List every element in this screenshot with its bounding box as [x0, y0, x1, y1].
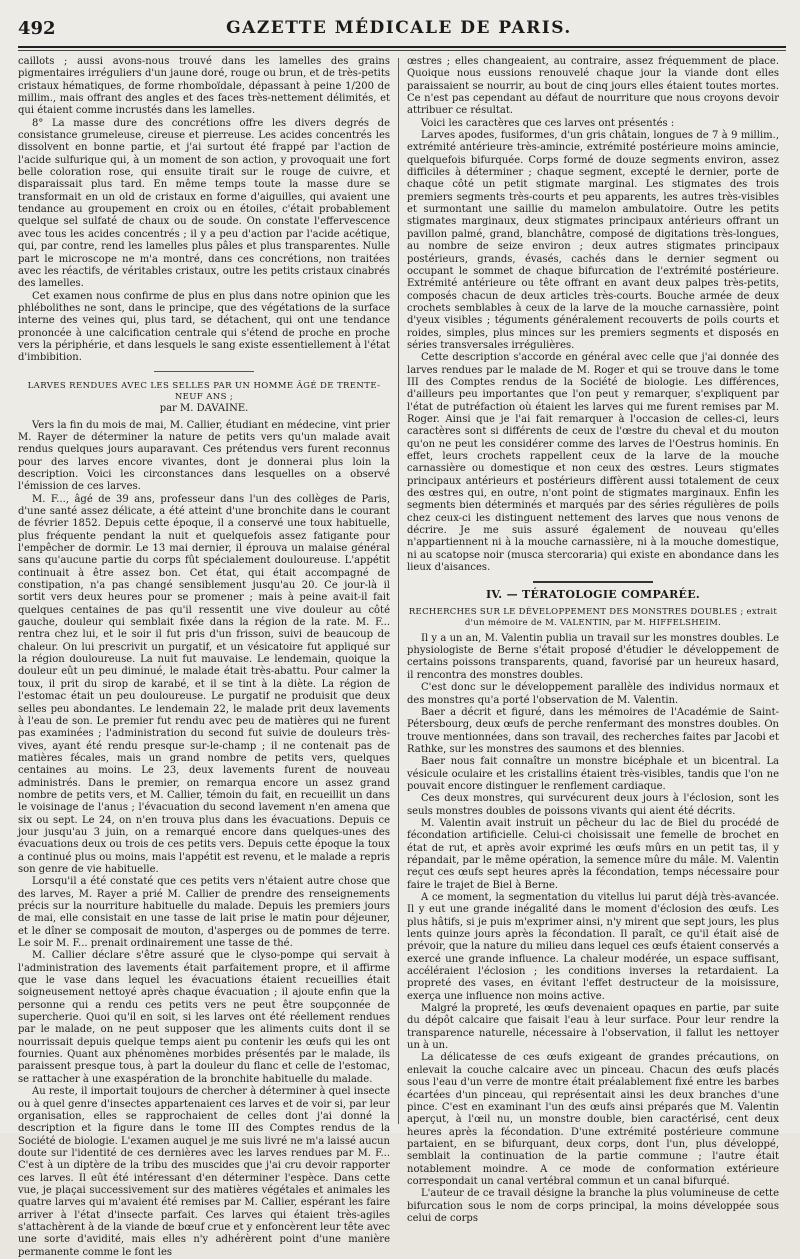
right-column: [399, 56, 779, 1224]
paragraph: Baer a décrit et figuré, dans les mémoires de l'Académie de Saint-Pétersbourg, deux œufs de perche renfermant des monstres doubles. On trouve mentionnées, dans son travail, des recherches faites par Jacobi et Rathke, sur les monstres des saumons et des blennies.: [407, 706, 779, 755]
page-number: 492: [18, 18, 56, 39]
paragraph: Malgré la propreté, les œufs devenaient opaques en partie, par suite du dépôt calcaire que faisait l'eau à leur surface. Pour leur rendre la transparence naturelle, nécessaire à l'observation, il fallut les nettoyer un à un.: [407, 1003, 779, 1052]
paragraph: M. Callier déclare s'être assuré que le clyso-pompe qui servait à l'administration des lavements était parfaitement propre, et il affirme que le vase dans lequel les évacuations étaient recueillies était soigneusement nettoyé après chaque évacuation ; il ajoute enfin que la personne qui a rendu ces petits vers ne peut être soupçonnée de supercherie. Quoi qu'il en soit, si les larves ont été réellement rendues par le malade, on ne peut supposer que les aliments cuits dont il se nourrissait depuis quelque temps aient pu contenir les œufs qui les ont fournies. Quant aux phénomènes morbides présentés par le malade, ils paraissent presque tous, à part la douleur du flanc et celle de l'estomac, se rattacher à une exaspération de la bronchite habituelle du malade.: [18, 950, 390, 1085]
paragraph: Cet examen nous confirme de plus en plus dans notre opinion que les phlébolithes ne sont, dans le principe, que des végétations de la surface interne des veines qui, plus tard, se détachent, qui ont une tendance prononcée à une calcification centrale qui s'étend de proche en proche vers la périphérie, et dans lesquels le sang existe essentiellement à l'état d'imbibition.: [18, 290, 390, 364]
paragraph: 8° La masse dure des concrétions offre les divers degrés de consistance grumeleuse, cireuse et pierreuse. Les acides concentrés les dissolvent en bonne partie, et j'ai surtout été frappé par l'action de l'acide sulfurique qui, à un moment de son action, y provoquait une fort belle coloration rose, qui ensuite tirait sur le rouge de cuivre, et disparaissait plus tard. En même temps toute la masse dure se transformait en un old de cristaux en forme d'aiguilles, qui avaient une tendance au groupement en croix ou en étoiles, c'était probablement quelque sel sulfaté de chaux ou de soude. On constate l'effervescence avec tous les acides concentrés ; il y a peu d'action par l'acide acétique, qui, par contre, rend les lamelles plus pâles et plus transparentes. Nulle part le microscope ne m'a montré, dans ces concrétions, non traitées avec les réactifs, de véritables cristaux, outre les petits cristaux cinabrés des lamelles.: [18, 117, 390, 290]
journal-title: GAZETTE MÉDICALE DE PARIS.: [226, 18, 572, 38]
text-columns: [18, 56, 786, 1258]
section-separator: [533, 581, 653, 583]
paragraph: Ces deux monstres, qui survécurent deux jours à l'éclosion, sont les seuls monstres doubles de poissons vivants qui aient été décrits.: [407, 793, 779, 817]
page-header: [14, 14, 784, 42]
section-title: IV. — TÉRATOLOGIE COMPARÉE.: [485, 588, 701, 602]
separator: [154, 371, 254, 372]
paragraph: Baer nous fait connaître un monstre bicéphale et un bicentral. La vésicule oculaire et les cristallins étaient très-visibles, tandis que l'on ne pouvait encore distinguer le renflement cardiaque.: [407, 756, 779, 792]
header-rule-thin: [18, 50, 786, 51]
paragraph: caillots ; aussi avons-nous trouvé dans les lamelles des grains pigmentaires irréguliers d'un jaune doré, rouge ou brun, et de très-petits cristaux hématiques, de forme rhomboïdale, dépassant à peine 1/200 de millim., mais offrant des angles et des faces très-nettement délimités, et qui étaient comme incrustés dans les lamelles.: [18, 56, 391, 117]
paragraph: La délicatesse de ces œufs exigeant de grandes précautions, on enlevait la couche calcaire avec un pinceau. Chacun des œufs placés sous l'eau d'un verre de montre était préalablement fixé entre les barbes écartées d'un pinceau, qui représentait ainsi les deux branches d'une pince. C'est en examinant l'un des œufs ainsi préparés que M. Valentin aperçut, à l'œil nu, un monstre double, bien caractérisé, cent deux heures après la fécondation. D'une extrémité postérieure commune partaient, en se bifurquant, deux corps, dont l'un, plus développé, semblait la continuation de la partie commune ; l'autre était notablement moindre. A ce mode de conformation extérieure correspondait un canal vertébral commun et un canal bifurqué.: [407, 1052, 779, 1187]
article-heading: [18, 381, 390, 414]
paragraph: C'est donc sur le développement parallèle des individus normaux et des monstres qu'a porté l'observation de M. Valentin.: [407, 682, 779, 706]
paragraph: Voici les caractères que ces larves ont présentés :: [421, 117, 675, 129]
paragraph: Au reste, il importait toujours de chercher à déterminer à quel insecte ou à quel genre d'insectes appartenaient ces larves et de voir si, par leur organisation, elles se rapprochaient de celles dont j'ai donné la description et la figure dans le tome III des Comptes rendus de la Société de biologie. L'examen auquel je me suis livré ne m'a laissé aucun doute sur l'identité de ces dernières avec les larves rendues par M. F... C'est à un diptère de la tribu des muscides que j'ai cru devoir rapporter ces larves. Il eût été intéressant d'en déterminer l'espèce. Dans cette vue, je plaçai successivement sur des matières végétales et animales les quatre larves qui m'avaient été remises par M. Callier, espérant les faire arriver à l'état d'insecte parfait. Ces larves qui étaient très-agiles s'attachèrent à de la viande de bœuf crue et y enfoncèrent leur tête avec une sorte d'avidité, mais elles n'y adhérèrent point d'une manière permanente comme le font les: [18, 1086, 390, 1258]
paragraph: Vers la fin du mois de mai, M. Callier, étudiant en médecine, vint prier M. Rayer de déterminer la nature de petits vers qu'un malade avait rendus quelques jours auparavant. Ces prétendus vers furent reconnus pour des larves encore vivantes, dont je donnerai plus loin la description. Voici les circonstances dans lesquelles on a observé l'émission de ces larves.: [18, 419, 390, 493]
paragraph: Larves apodes, fusiformes, d'un gris châtain, longues de 7 à 9 millim., extrémité antérieure très-amincie, extrémité postérieure moins amincie, quelquefois bifurquée. Corps formé de douze segments environ, assez difficiles à déterminer ; chaque segment, excepté le dernier, porte de chaque côté un petit stigmate marginal. Les stigmates des trois premiers segments très-courts et peu apparents, les autres très-visibles et surmontant une saillie du mamelon ambulatoire. Outre les petits stigmates marginaux, deux stigmates principaux antérieurs offrant un pavillon palmé, grand, blanchâtre, composé de digitations très-longues, au nombre de seize environ ; deux autres stigmates principaux postérieurs, grands, évasés, cachés dans le dernier segment ou occupant le sommet de chaque bifurcation de l'extrémité postérieure. Extrémité antérieure ou tête offrant en avant deux palpes très-petits, composés chacun de deux articles très-courts. Bouche armée de deux crochets semblables à ceux de la larve de la mouche carnassière, point d'yeux visibles ; téguments généralement recouverts de poils courts et roides, simples, plus minces sur les premiers segments et disposés en séries transversales irrégulières.: [407, 130, 779, 351]
paragraph: A ce moment, la segmentation du vitellus lui parut déjà très-avancée. Il y eut une grande inégalité dans le moment d'éclosion des œufs. Les plus hâtifs, si je puis m'exprimer ainsi, n'y mirent que sept jours, les plus lents quinze jours après la fécondation. Il paraît, ce qu'il était aisé de prévoir, que la nature du milieu dans lequel ces œufs étaient conservés a exercé une grande influence. La chaleur modérée, un espace suffisant, accéléraient l'éclosion ; les conditions inverses la retardaient. La propreté des vases, en évitant l'effet destructeur de la moisissure, exerça une influence non moins active.: [407, 892, 779, 1002]
article-title: LARVES RENDUES AVEC LES SELLES PAR UN HOMME ÂGÉ DE TRENTE-NEUF ANS ;: [27, 380, 381, 402]
paragraph: L'auteur de ce travail désigne la branche la plus volumineuse de cette bifurcation sous le nom de corps principal, la moins développée sous celui de corps: [407, 1188, 779, 1224]
paragraph: M. F..., âgé de 39 ans, professeur dans l'un des collèges de Paris, d'une santé assez délicate, a été atteint d'une bronchite dans le courant de février 1852. Depuis cette époque, il a conservé une toux habituelle, plus fréquente pendant la nuit et quelquefois assez fatigante pour l'empêcher de dormir. Le 13 mai dernier, il éprouva un malaise général sans qu'aucune partie du corps fût spécialement douloureuse. L'appétit continuait à être assez bon. Cet état, qui était accompagné de constipation, n'a pas changé sensiblement jusqu'au 20. Ce jour-là il sortit vers deux heures pour se promener ; mais à peine avait-il fait quelques centaines de pas qu'il ressentit une vive douleur au côté gauche, douleur qui semblait fixée dans la région de la rate. M. F... rentra chez lui, et le soir il fut pris d'un frisson, suivi de beaucoup de chaleur. On lui prescrivit un purgatif, et un vésicatoire fut appliqué sur la région douloureuse. La nuit fut mauvaise. Le lendemain, quoique la douleur eût un peu diminué, le malade était très-abattu. Pour calmer la toux, il prit du sirop de karabé, et il se tint à la diète. La région de l'estomac était un peu douloureuse. Le purgatif ne produisit que deux selles peu abondantes. Le lendemain 22, le malade prit deux lavements à l'eau de son. Le premier fut rendu avec peu de matières qui ne furent pas examinées ; l'administration du second fut suivie de douleurs très-vives, ayant été rendu presque sur-le-champ ; il ne contenait pas de matières fécales, mais un grand nombre de petits vers, quelques centaines au moins. Le 23, deux lavements furent de nouveau administrés. Dans le premier, on remarqua encore un assez grand nombre de petits vers, et M. Callier, témoin du fait, en recueillit un dans le voisinage de l'anus ; l'évacuation du second lavement n'en amena que six ou sept. Le 24, on n'en trouva plus dans les évacuations. Depuis ce jour jusqu'au 3 juin, on a remarqué encore dans quelques-unes des évacuations deux ou trois de ces petits vers. Depuis cette époque la toux a continué plus ou moins, mais l'appétit est revenu, et le malade a repris son genre de vie habituelle.: [18, 493, 390, 875]
paragraph: œstres ; elles changeaient, au contraire, assez fréquemment de place. Quoique nous eussions renouvelé chaque jour la viande dont elles paraissaient se nourrir, au bout de cinq jours elles étaient toutes mortes. Ce n'est pas cependant au défaut de nourriture que nous croyons devoir attribuer ce résultat.: [407, 56, 779, 117]
paragraph: Il y a un an, M. Valentin publia un travail sur les monstres doubles. Le physiologiste de Berne s'était proposé d'étudier le développement de certains poissons transparents, quand, favorisé par un heureux hasard, il rencontra des monstres doubles.: [407, 632, 779, 681]
article-subtitle: RECHERCHES SUR LE DÉVELOPPEMENT DES MONSTRES DOUBLES ; extrait d'un mémoire de M. VALENTIN, par M. HIFFELSHEIM.: [408, 606, 778, 628]
paragraph: M. Valentin avait instruit un pêcheur du lac de Biel du procédé de fécondation artificielle. Celui-ci choisissait une femelle de brochet en état de rut, et après avoir exprimé les œufs mûrs en un petit tas, il y répandait, par le même opération, la semence mûre du mâle. M. Valentin reçut ces œufs sept heures après la fécondation, temps nécessaire pour faire le trajet de Biel à Berne.: [407, 817, 779, 891]
header-rule: [18, 46, 786, 48]
article-author: par M. DAVAINE.: [159, 402, 249, 414]
left-column: [18, 56, 398, 1258]
paragraph: Lorsqu'il a été constaté que ces petits vers n'étaient autre chose que des larves, M. Rayer a prié M. Callier de prendre des renseignements précis sur la nourriture habituelle du malade. Depuis les premiers jours de mai, elle consistait en une tasse de lait prise le matin pour déjeuner, et le dîner se composait de mouton, d'asperges ou de pommes de terre. Le soir M. F... prenait ordinairement une tasse de thé.: [18, 876, 390, 950]
paragraph: Cette description s'accorde en général avec celle que j'ai donnée des larves rendues par le malade de M. Roger et qui se trouve dans le tome III des Comptes rendus de la Société de biologie. Les différences, d'ailleurs peu importantes que l'on peut y remarquer, s'expliquent par l'état de putréfaction où étaient les larves qui me furent remises par M. Roger. Ainsi que je l'ai fait remarquer à l'occasion de celles-ci, leurs caractères sont si différents de ceux de l'œstre du cheval et du mouton qu'on ne peut les considérer comme des larves de l'Oestrus hominis. En effet, leurs crochets rappellent ceux de la larve de la mouche carnassière ou domestique et non ceux des œstres. Leurs stigmates principaux antérieurs et postérieurs diffèrent aussi totalement de ceux des œstres qui, en outre, n'ont point de stigmates marginaux. Enfin les segments bien déterminés et marqués par des séries régulières de poils chez ceux-ci les distinguent nettement des larves que nous venons de décrire. Je me suis assuré également de nouveau qu'elles n'appartiennent ni à la mouche carnassière, ni à la mouche domestique, ni au scatopse noir (musca stercoraria) qui existe en abondance dans les lieux d'aisances.: [407, 352, 779, 574]
